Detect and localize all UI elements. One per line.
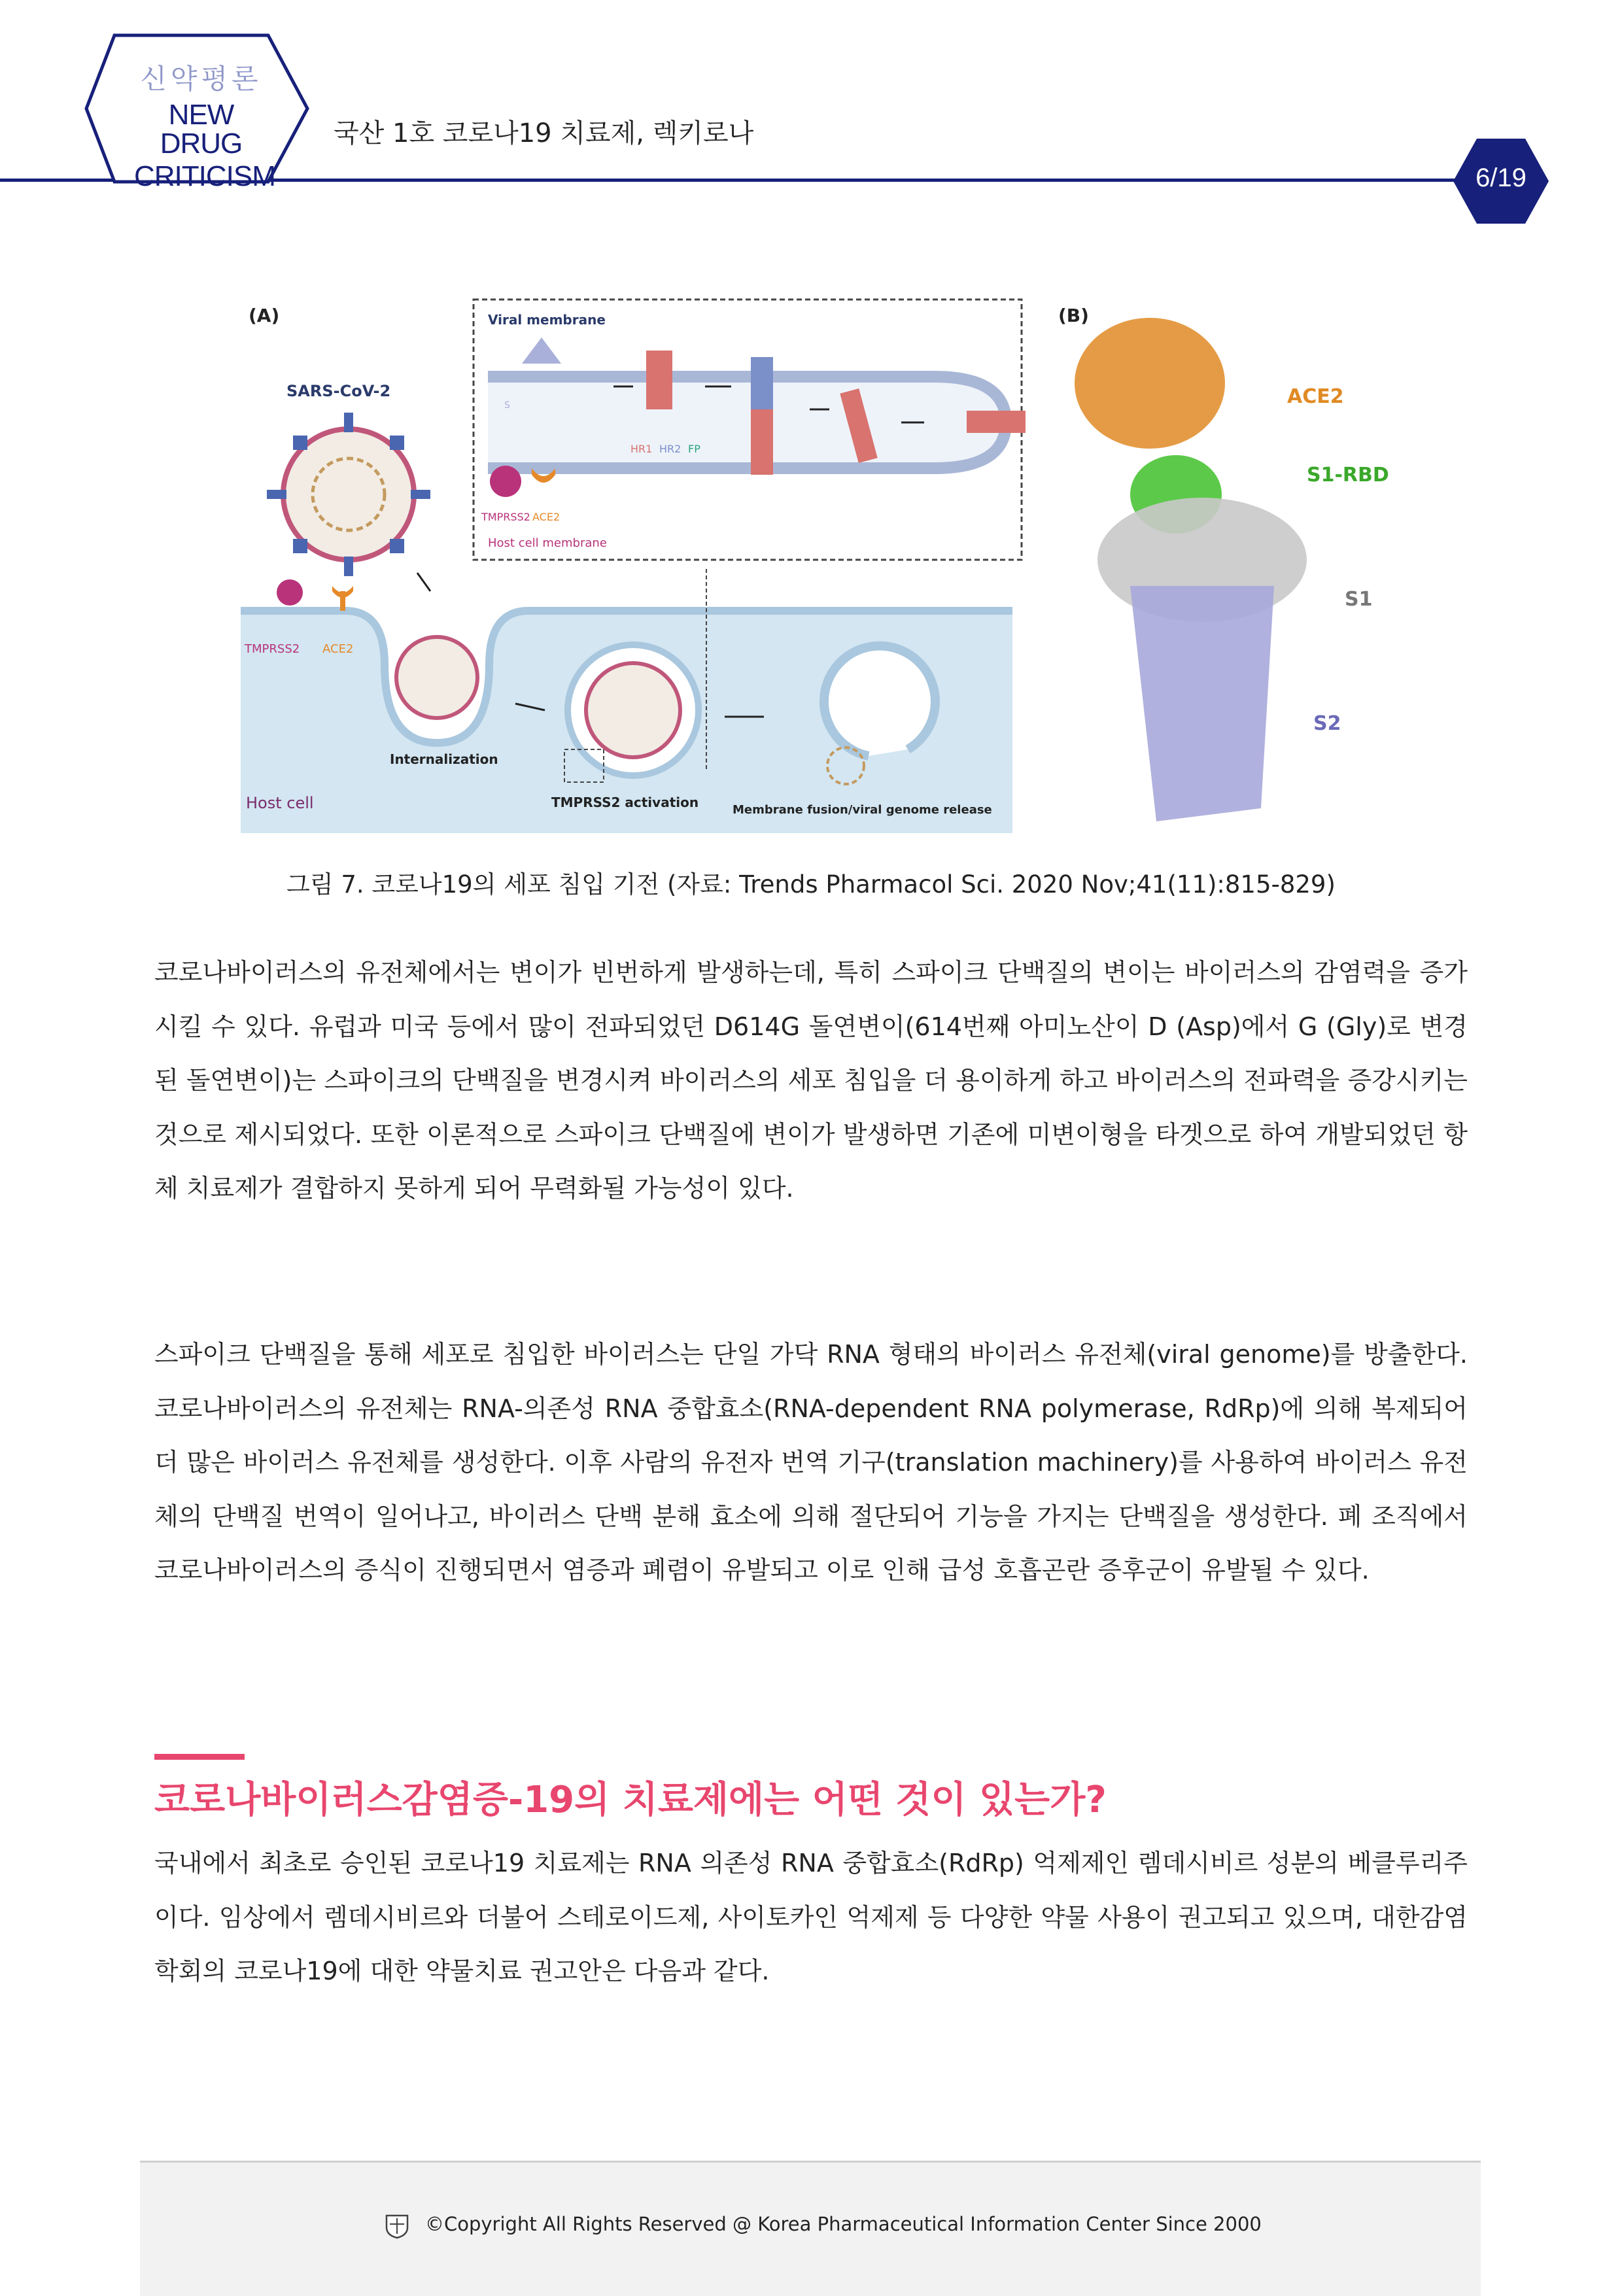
sars-label: SARS-CoV-2 bbox=[286, 382, 391, 400]
hr2-label: HR2 bbox=[659, 443, 682, 455]
endocytosed-virus-icon bbox=[396, 637, 477, 718]
s-label: S bbox=[504, 400, 510, 411]
panel-b-label: (B) bbox=[1058, 305, 1089, 326]
tmprss2-activation-label: TMPRSS2 activation bbox=[551, 795, 699, 810]
hr1-label: HR1 bbox=[630, 443, 653, 455]
internalization-label: Internalization bbox=[390, 751, 498, 767]
paragraph-replication: 스파이크 단백질을 통해 세포로 침입한 바이러스는 단일 가닥 RNA 형태의 바이러스 유전체(viral genome)를 방출한다. 코로나바이러스의 유전체는 RNA-의존성 RNA 중합효소(RNA-dependent RNA polymerase, RdRp)에 의해 복제되어 더 많은 바이러스 유전체를 생성한다. 이후 사람의 유전자 번역 기구(translation machinery)를 사용하여 바이러스 유전체의 단백질 번역이 일어나고, 바이러스 단백 분해 효소에 의해 절단되어 기능을 가지는 단백질을 생성한다. 폐 조직에서 코로나바이러스의 증식이 진행되면서 염증과 폐렴이 유발되고 이로 인해 급성 호흡곤란 증후군이 유발될 수 있다. bbox=[154, 1340, 1468, 1585]
s1-label: S1 bbox=[1345, 588, 1373, 611]
viral-membrane-label: Viral membrane bbox=[488, 312, 606, 328]
s2-label: S2 bbox=[1313, 712, 1341, 735]
s1rbd-label: S1-RBD bbox=[1307, 464, 1389, 487]
footer-copyright: ©Copyright All Rights Reserved @ Korea Pharmaceutical Information Center Since 2000 bbox=[425, 2213, 1262, 2235]
ace2-structure-label: ACE2 bbox=[1287, 385, 1344, 408]
fusion-vesicle-icon bbox=[824, 646, 935, 756]
figure-virus-entry bbox=[241, 298, 1389, 834]
logo-line1: NEW DRUG bbox=[160, 99, 243, 160]
spike-ace2-structure-icon bbox=[1075, 318, 1307, 821]
header-title: 국산 1호 코로나19 치료제, 렉키로나 bbox=[334, 118, 754, 148]
inset-ace2-label: ACE2 bbox=[532, 511, 561, 523]
ace2-label: ACE2 bbox=[322, 642, 354, 656]
host-cell-membrane-label: Host cell membrane bbox=[488, 536, 607, 550]
page-number: 6/19 bbox=[1475, 163, 1527, 192]
membrane-fusion-label: Membrane fusion/viral genome release bbox=[733, 803, 992, 817]
panel-a-label: (A) bbox=[249, 305, 280, 326]
inset-tmprss2-label: TMPRSS2 bbox=[481, 511, 530, 523]
paragraph-mutation: 코로나바이러스의 유전체에서는 변이가 빈번하게 발생하는데, 특히 스파이크 단백질의 변이는 바이러스의 감염력을 증가시킬 수 있다. 유럽과 미국 등에서 많이 전파되었던 D614G 돌연변이(614번째 아미노산이 D (Asp)에서 G (Gly)로 변경된 돌연변이)는 스파이크의 단백질을 변경시켜 바이러스의 세포 침입을 더 용이하게 하고 바이러스의 전파력을 증강시키는 것으로 제시되었다. 또한 이론적으로 스파이크 단백질에 변이가 발생하면 기존에 미변이형을 타겟으로 하여 개발되었던 항체 치료제가 결합하지 못하게 되어 무력화될 가능성이 있다. bbox=[154, 958, 1468, 1203]
tmprss2-label: TMPRSS2 bbox=[245, 642, 300, 656]
shield-logo-icon bbox=[385, 2213, 409, 2239]
section-title: 코로나바이러스감염증-19의 치료제에는 어떤 것이 있는가? bbox=[154, 1779, 1107, 1821]
figure-caption: 그림 7. 코로나19의 세포 침입 기전 (자료: Trends Pharmacol Sci. 2020 Nov;41(11):815-829) bbox=[286, 870, 1336, 899]
logo-line2: CRITICISM bbox=[134, 160, 275, 192]
logo bbox=[134, 63, 275, 195]
section-accent-bar bbox=[154, 1754, 245, 1760]
host-cell-label: Host cell bbox=[246, 794, 314, 812]
paragraph-treatment: 국내에서 최초로 승인된 코로나19 치료제는 RNA 의존성 RNA 중합효소(RdRp) 억제제인 렘데시비르 성분의 베클루리주이다. 임상에서 렘데시비르와 더불어 스테로이드제, 사이토카인 억제제 등 다양한 약물 사용이 권고되고 있으며, 대한감염학회의 코로나19에 대한 약물치료 권고안은 다음과 같다. bbox=[154, 1849, 1468, 1985]
logo-korean: 신약평론 bbox=[140, 63, 262, 94]
fp-label: FP bbox=[688, 443, 700, 455]
